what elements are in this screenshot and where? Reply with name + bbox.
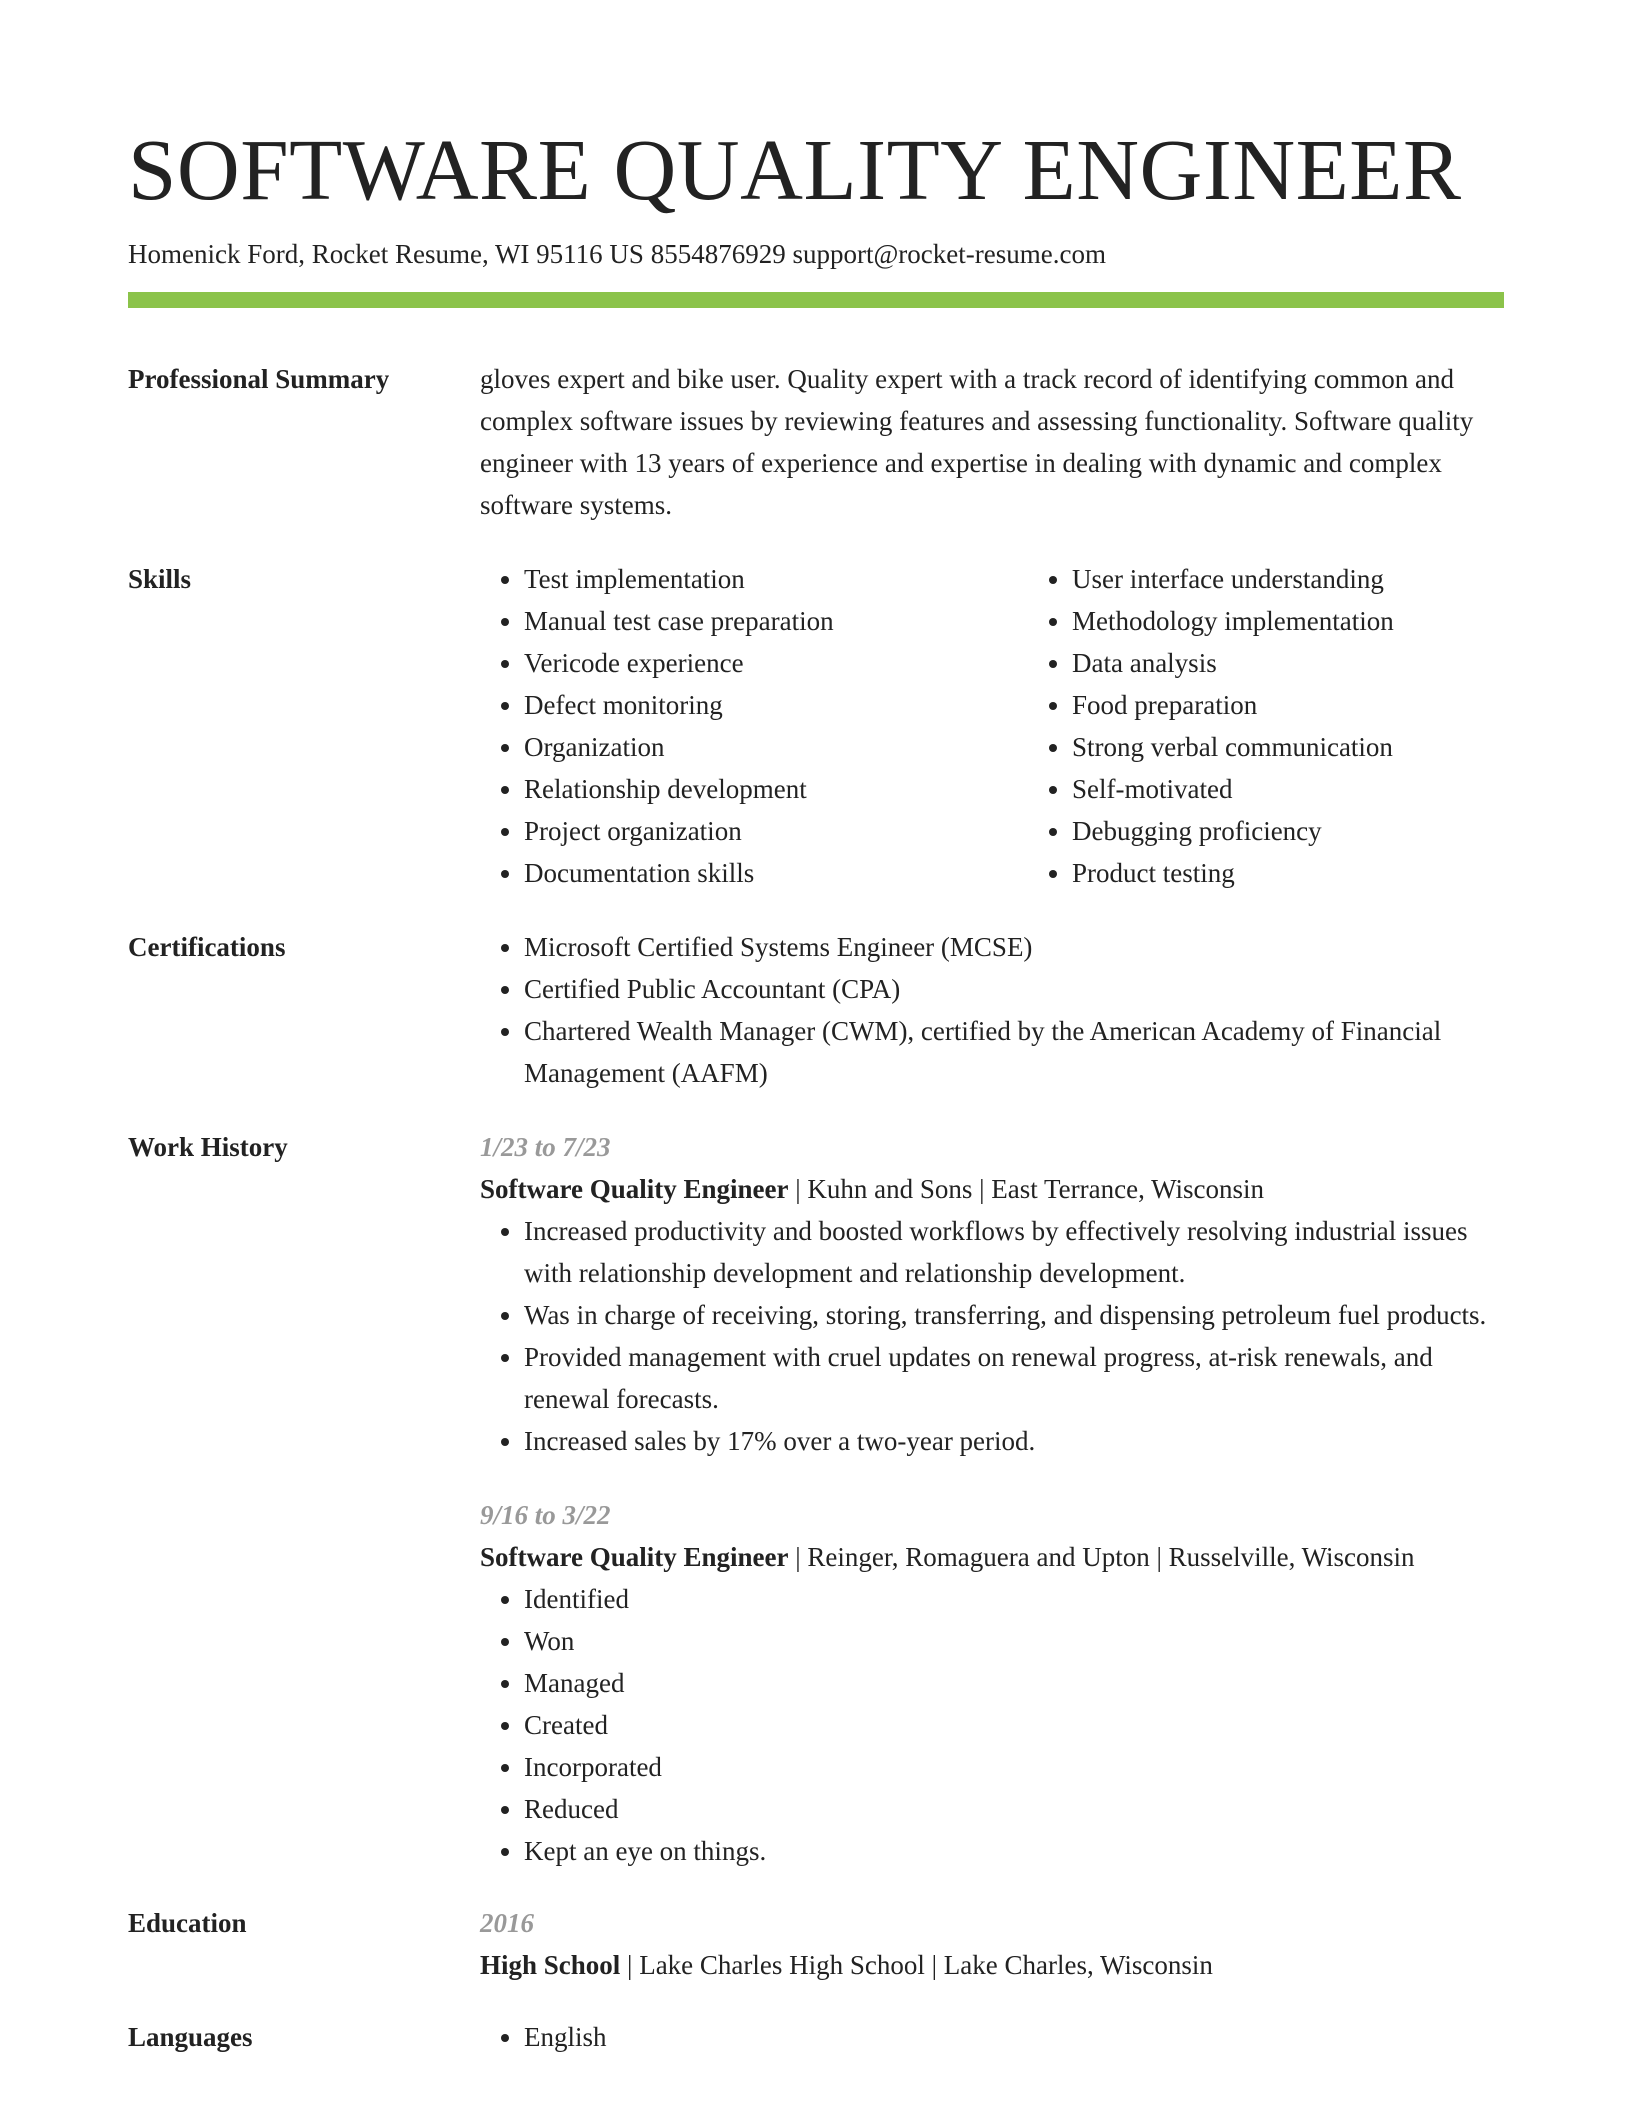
work-history-section: [128, 1126, 1504, 1872]
job-dates: 1/23 to 7/23: [480, 1132, 611, 1162]
education-section: [128, 1902, 1504, 1986]
skill-item: • Vericode experience: [524, 642, 1028, 684]
job-entry: [480, 1494, 1504, 1872]
summary-section: [128, 358, 1504, 526]
skill-item: • Defect monitoring: [524, 684, 1028, 726]
job-bullet: • Provided management with cruel updates on renewal progress, at-risk renewals, and renewal forecasts.: [524, 1336, 1504, 1420]
skill-item: • Manual test case preparation: [524, 600, 1028, 642]
skills-grid: [480, 558, 1504, 894]
job-title: Software Quality Engineer: [480, 1174, 789, 1204]
skill-item: • Product testing: [1072, 852, 1504, 894]
contact-line: Homenick Ford, Rocket Resume, WI 95116 US 8554876929 support@rocket-resume.com: [128, 239, 1106, 269]
skill-item: • Project organization: [524, 810, 1028, 852]
job-bullet: • Was in charge of receiving, storing, transferring, and dispensing petroleum fuel products.: [524, 1294, 1504, 1336]
section-label-education: Education: [128, 1908, 247, 1938]
skill-item: • Organization: [524, 726, 1028, 768]
language-item: • English: [524, 2016, 1504, 2058]
certifications-body: [480, 926, 1504, 1094]
job-bullet: • Reduced: [524, 1788, 1504, 1830]
job-bullets: [480, 1210, 1504, 1462]
education-degree: High School: [480, 1950, 621, 1980]
job-bullet: • Created: [524, 1704, 1504, 1746]
accent-divider: [128, 292, 1504, 308]
skill-item: • Methodology implementation: [1072, 600, 1504, 642]
job-bullets: [480, 1578, 1504, 1872]
work-history-body: [480, 1126, 1504, 1872]
job-bullet: • Increased sales by 17% over a two-year period.: [524, 1420, 1504, 1462]
job-heading: [480, 1536, 1504, 1578]
education-details: | Lake Charles High School | Lake Charles, Wisconsin: [620, 1950, 1213, 1980]
section-label-certifications: Certifications: [128, 932, 286, 962]
languages-section: [128, 2016, 1504, 2058]
certification-item: • Chartered Wealth Manager (CWM), certified by the American Academy of Financial Management (AAFM): [524, 1010, 1504, 1094]
languages-list: [480, 2016, 1504, 2058]
job-details: | Kuhn and Sons | East Terrance, Wisconsin: [788, 1174, 1264, 1204]
resume-title: SOFTWARE QUALITY ENGINEER: [128, 121, 1462, 218]
skill-item: • Food preparation: [1072, 684, 1504, 726]
certification-item: • Microsoft Certified Systems Engineer (MCSE): [524, 926, 1504, 968]
job-bullet: • Identified: [524, 1578, 1504, 1620]
education-date: 2016: [480, 1908, 534, 1938]
skill-item: • Strong verbal communication: [1072, 726, 1504, 768]
job-bullet: • Increased productivity and boosted workflows by effectively resolving industrial issues with relationship development and relationship development.: [524, 1210, 1504, 1294]
skills-column-2: [1028, 558, 1504, 894]
summary-text: gloves expert and bike user. Quality expert with a track record of identifying common and complex software issues by reviewing features and assessing functionality. Software quality engineer with 13 years of experience and expertise in dealing with dynamic and complex software systems.: [480, 364, 1474, 520]
skill-item: • User interface understanding: [1072, 558, 1504, 600]
section-label-summary: Professional Summary: [128, 364, 390, 394]
job-bullet: • Won: [524, 1620, 1504, 1662]
skill-item: • Documentation skills: [524, 852, 1028, 894]
job-details: | Reinger, Romaguera and Upton | Russelville, Wisconsin: [788, 1542, 1415, 1572]
section-label-languages: Languages: [128, 2022, 253, 2052]
job-bullet: • Kept an eye on things.: [524, 1830, 1504, 1872]
job-heading: [480, 1168, 1504, 1210]
languages-body: [480, 2016, 1504, 2058]
skills-column-1: [480, 558, 1028, 894]
job-title: Software Quality Engineer: [480, 1542, 789, 1572]
job-dates: 9/16 to 3/22: [480, 1500, 611, 1530]
education-body: [480, 1902, 1504, 1986]
skill-item: • Test implementation: [524, 558, 1028, 600]
certifications-section: [128, 926, 1504, 1094]
skill-item: • Debugging proficiency: [1072, 810, 1504, 852]
skill-item: • Relationship development: [524, 768, 1028, 810]
education-heading: [480, 1944, 1504, 1986]
certification-item: • Certified Public Accountant (CPA): [524, 968, 1504, 1010]
skill-item: • Data analysis: [1072, 642, 1504, 684]
certifications-list: [480, 926, 1504, 1094]
job-bullet: • Managed: [524, 1662, 1504, 1704]
job-entry: [480, 1126, 1504, 1462]
section-label-work-history: Work History: [128, 1132, 288, 1162]
skill-item: • Self-motivated: [1072, 768, 1504, 810]
job-bullet: • Incorporated: [524, 1746, 1504, 1788]
section-label-skills: Skills: [128, 564, 192, 594]
skills-section: [128, 558, 1504, 894]
